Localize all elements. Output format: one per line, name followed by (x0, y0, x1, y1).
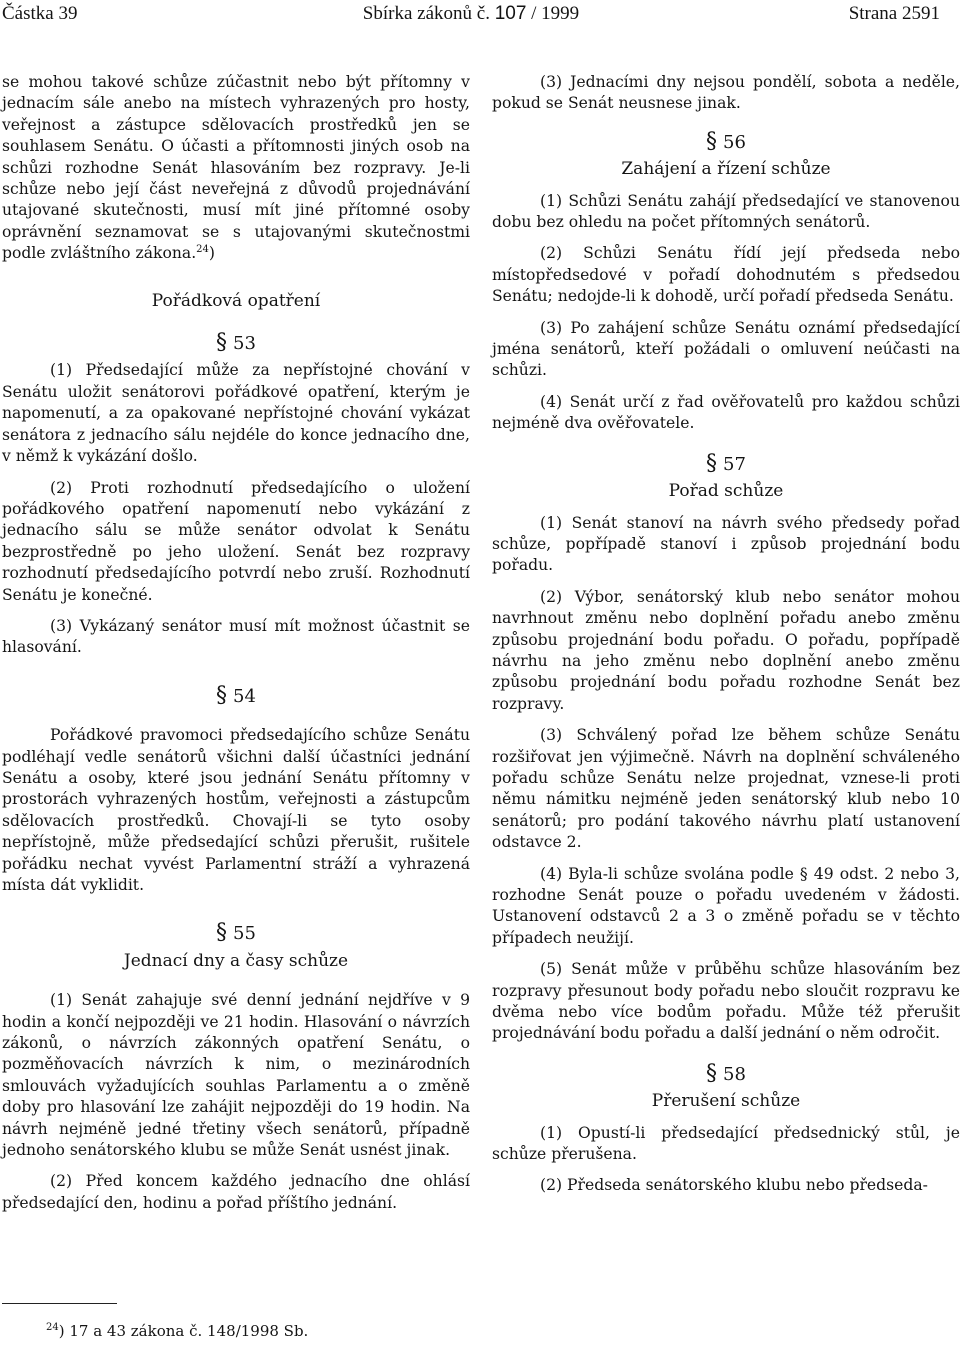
right-column (492, 72, 960, 1207)
section-symbol: § (216, 682, 228, 708)
s58-title: Přerušení schůze (651, 1091, 801, 1112)
section-number: 54 (233, 685, 256, 707)
footnote-divider (2, 1303, 117, 1304)
section-number: 57 (723, 453, 746, 475)
header-collection-year: / 1999 (526, 3, 580, 24)
section-symbol: § (216, 330, 228, 356)
header-part: Částka 39 (2, 3, 78, 24)
s55-title: Jednací dny a časy schůze (123, 950, 349, 971)
left-column (2, 72, 470, 1224)
section-symbol: § (706, 1060, 718, 1086)
footnote (46, 1322, 308, 1340)
section-symbol: § (706, 128, 718, 154)
section-58-heading (492, 1060, 960, 1086)
section-symbol: § (216, 920, 228, 946)
s53-paragraph-2: (2) Proti rozhodnutí předsedajícího o uložení pořádkového opatření napomenutí nebo vykázání z jednacího sálu se může senátor odvolat k Senátu bezprostředně po jeho uložení. Senát bez rozpravy rozhodnutí předsedajícího potvrdí nebo zruší. Rozhodnutí Senátu je konečné. (2, 478, 470, 604)
s54-paragraph-1: Pořádkové pravomoci předsedajícího schůze Senátu podléhají vedle senátorů všichni další účastníci jednání Senátu a osoby, které jsou jednání Senátu přítomny v prostorách vyhrazených hostům, veřejnosti a zástupcům sdělovacích prostředků. Chovají-li se tyto osoby nepřístojně, může předsedající schůzi přerušit, rušitele pořádku nechat vyvést Parlamentní stráží a vyhrazená místa dát vyklidit. (2, 726, 470, 894)
section-symbol: § (706, 450, 718, 476)
section-53-heading (2, 332, 470, 354)
s57-paragraph-4: (4) Byla-li schůze svolána podle § 49 odst. 2 nebo 3, rozhodne Senát pouze o pořadu uvedeném v žádosti. Ustanovení odstavců 2 a 3 o změně pořadu se v těchto případech neužijí. (492, 864, 960, 947)
s55-paragraph-2: (2) Před koncem každého jednacího dne ohlásí předsedající den, hodinu a pořad příštího jednání. (2, 1172, 470, 1212)
s56-paragraph-3: (3) Po zahájení schůze Senátu oznámí předsedající jména senátorů, kteří požádali o omluvení neúčasti na schůzi. (492, 318, 960, 380)
s56-title: Zahájení a řízení schůze (621, 159, 831, 180)
section-number: 55 (233, 923, 256, 945)
s56-paragraph-4: (4) Senát určí z řad ověřovatelů pro každou schůzi nejméně dva ověřovatele. (492, 392, 960, 433)
s55-paragraph-1: (1) Senát zahajuje své denní jednání nejdříve v 9 hodin a končí nejpozději ve 21 hodin. Hlasování o návrzích zákonů, o návrzích zákonných opatření Senátu, o pozměňovacích návrzích k nim, o mezinárodních smlouvách vyžadujících souhlas Parlamentu a o změně doby pro hlasování lze zahájit nejpozději do 19 hodin. Na návrh nejméně jedné třetiny všech senátorů, případně jednoho senátorského klubu se může Senát usnést jinak. (2, 991, 470, 1160)
s57-paragraph-1: (1) Senát stanoví na návrh svého předsedy pořad schůze, popřípadě stanoví i způsob projednání bodu pořadu. (492, 513, 960, 575)
s56-paragraph-1: (1) Schůzi Senátu zahájí předsedající ve stanovenou dobu bez ohledu na počet přítomných senátorů. (492, 191, 960, 232)
footnote-text: 17 a 43 zákona č. 148/1998 Sb. (64, 1322, 309, 1340)
page-header (2, 0, 940, 30)
footnote-paren: ) (58, 1322, 65, 1340)
footnote-number: 24 (46, 1322, 59, 1333)
section-54-heading (2, 682, 470, 708)
s57-paragraph-2: (2) Výbor, senátorský klub nebo senátor mohou navrhnout změnu nebo doplnění pořadu anebo změnu způsobu projednání bodu pořadu. O pořadu, popřípadě návrhu na jeho změnu nebo doplnění anebo změnu způsobu projednání bodu pořadu rozhodne Senát bez rozpravy. (492, 587, 960, 713)
paragraph-intro (2, 72, 470, 265)
s55-paragraph-3: (3) Jednacími dny nejsou pondělí, sobota a neděle, pokud se Senát neusnese jinak. (492, 73, 960, 113)
section-56-heading (492, 128, 960, 154)
header-collection-number: 107 (494, 3, 527, 24)
paragraph-intro-text: se mohou takové schůze zúčastnit nebo být přítomny v jednacím sále anebo na místech vyhrazených pro hosty, veřejnost a zástupce sdělovacích prostředků jen se souhlasem Senátu. O účasti a přítomnosti jiných osob na schůzi rozhodne Senát hlasováním bez rozpravy. Je-li schůze nebo její část neveřejná z důvodů projednávání utajované skutečnosti, musí mít jiné přítomné osoby oprávnění seznamovat se s utajovanými skutečnostmi podle zvláštního zákona. (2, 73, 470, 263)
s53-paragraph-1: (1) Předsedající může za nepřístojné chování v Senátu uložit senátorovi pořádkové opatření, kterým je napomenutí, a za opakované nepřístojné chování vykázat senátora z jednacího sálu nejdéle do konce jednacího dne, v němž k vykázání došlo. (2, 361, 470, 466)
s57-title: Pořad schůze (668, 481, 784, 502)
section-57-heading (492, 450, 960, 476)
s53-paragraph-3: (3) Vykázaný senátor musí mít možnost účastnit se hlasování. (2, 616, 470, 657)
footnote-ref: 24 (196, 244, 209, 256)
footnote-ref-paren: ) (208, 244, 215, 263)
section-number: 53 (233, 333, 256, 355)
s58-paragraph-1: (1) Opustí-li předsedající předsednický stůl, je schůze přerušena. (492, 1123, 960, 1164)
s56-paragraph-2: (2) Schůzi Senátu řídí její předseda nebo místopředsedové v pořadí dohodnutém s předsedou Senátu; nedojde-li k dohodě, určí pořadí předseda Senátu. (492, 244, 960, 306)
section-number: 56 (723, 131, 746, 153)
header-page-number: Strana 2591 (848, 3, 940, 24)
section-55-heading (2, 922, 470, 944)
s57-paragraph-3: (3) Schválený pořad lze během schůze Senátu rozšiřovat jen výjimečně. Návrh na doplnění schváleného pořadu schůze Senátu nelze projednat, vznese-li proti němu námitku nejméně jeden senátorský klub nebo 10 senátorů; pro podání takového návrhu platí ustanovení odstavce 2. (492, 726, 960, 852)
s57-paragraph-5: (5) Senát může v průběhu schůze hlasováním bez rozpravy přesunout body pořadu nebo sloučit rozpravu ke dvěma nebo více bodům pořadu. Může též přerušit projednávání bodu pořadu a další jednání o něm odročit. (492, 960, 960, 1043)
section-number: 58 (723, 1063, 746, 1085)
header-collection-prefix: Sbírka zákonů č. (362, 3, 495, 24)
section-group-title: Pořádková opatření (151, 290, 321, 311)
header-collection (2, 3, 940, 25)
s58-paragraph-2: (2) Předseda senátorského klubu nebo předseda- (540, 1176, 928, 1195)
